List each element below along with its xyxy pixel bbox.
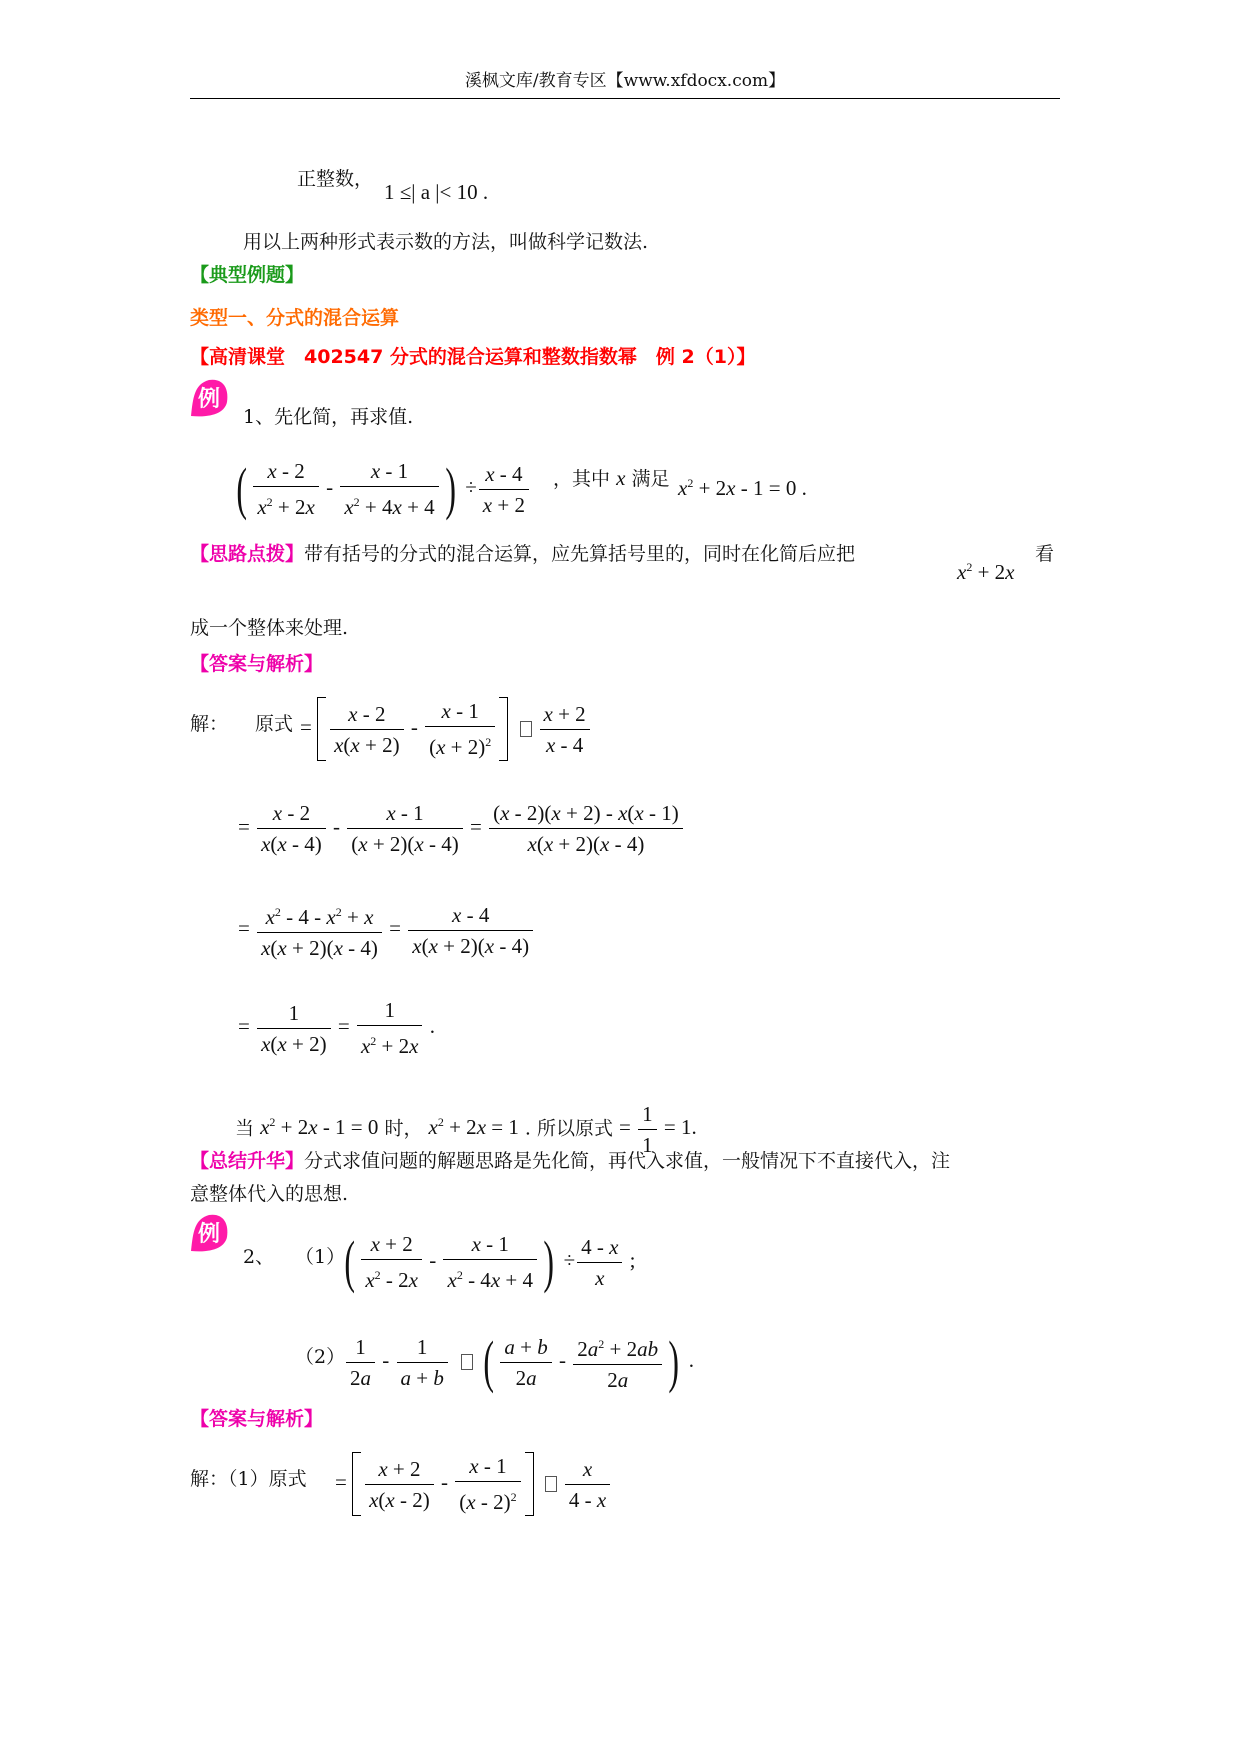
- when-time-label: 时，: [384, 1117, 423, 1140]
- example1-condition: ，其中 x 满足: [553, 466, 670, 490]
- solution-label: 解：: [190, 713, 229, 735]
- answer-heading-2: 【答案与解析】: [190, 1408, 324, 1430]
- summary-line-2: 意整体代入的思想.: [190, 1183, 349, 1205]
- summary-text: 分式求值问题的解题思路是先化简，再代入求值，一般情况下不直接代入，注: [304, 1150, 951, 1172]
- answer-heading-1: 【答案与解析】: [190, 653, 324, 675]
- intro-label: 正整数，: [297, 168, 374, 190]
- typical-examples-heading: 【典型例题】: [190, 264, 305, 286]
- hint-tail: 看: [1035, 543, 1055, 565]
- intro-line-1: [297, 167, 373, 191]
- example1-prompt: 1、先化简，再求值.: [243, 406, 414, 428]
- example-badge-label: 例: [197, 1222, 221, 1247]
- inequality-text: 1 ≤| a |< 10: [384, 180, 478, 204]
- hint-text: 带有括号的分式的混合运算，应先算括号里的，同时在化简后应把: [304, 543, 856, 565]
- example2-part2-expression: $\frac{1}{2a}$ - $\frac{1}{a + b}$ ( $\frac{a + b}{2a}$ - $\frac{2a^2 + 2ab}{2a}$ ) .: [344, 1329, 694, 1395]
- hint-expression: $x^2 + 2x$: [957, 560, 1015, 584]
- hint-line-1: [190, 542, 855, 566]
- example-badge-icon: [187, 376, 231, 420]
- example-badge-label: 例: [197, 387, 221, 412]
- summary-label: 【总结升华】: [190, 1150, 305, 1172]
- intro-inequality: 1 ≤| a |< 10 .: [384, 180, 489, 204]
- intro-line-2: 用以上两种形式表示数的方法，叫做科学记数法.: [243, 231, 649, 253]
- original-label: 原式: [255, 713, 294, 735]
- solution-step-3: = $\frac{x^2 - 4 - x^2 + x}{x(x + 2)(x - 4)}$ = $\frac{x - 4}{x(x + 2)(x - 4)}$: [238, 897, 535, 963]
- page-header: [190, 70, 1060, 99]
- hd-classroom-heading: 【高清课堂 402547 分式的混合运算和整数指数幂 例 2（1）】: [190, 346, 756, 368]
- solution-step-1: = $\frac{x - 2}{x(x + 2)}$ - $\frac{x - 1}{(x + 2)^2}$ $\frac{x + 2}{x - 4}$: [300, 696, 592, 762]
- when-label: 当: [235, 1117, 255, 1140]
- example2-part1-expression: ( $\frac{x + 2}{x^2 - 2x}$ - $\frac{x - 1}{x^2 - 4x + 4}$ ) ÷ $\frac{4 - x}{x}$ ;: [344, 1229, 636, 1294]
- example2-part2-label: （2）: [295, 1346, 346, 1368]
- condition-mid: 满足: [631, 468, 670, 490]
- solution2-expression: = $\frac{x + 2}{x(x - 2)}$ - $\frac{x - 1}{(x - 2)^2}$ $\frac{x}{4 - x}$: [335, 1451, 612, 1517]
- header-text: 溪枫文库/教育专区【www.xfdocx.com】: [464, 71, 786, 91]
- example-badge-icon: [187, 1211, 231, 1255]
- example1-equation: $x^2 + 2x - 1 = 0$ .: [678, 476, 807, 500]
- condition-prefix: ，其中: [553, 468, 611, 490]
- example1-expression: ( $\frac{x - 2}{x^2 + 2x}$ - $\frac{x - 1}{x^2 + 4x + 4}$ ) ÷ $\frac{x - 4}{x + 2}$: [232, 456, 531, 522]
- example2-number: 2、: [243, 1246, 275, 1268]
- hint-line-2: 成一个整体来处理.: [190, 617, 349, 639]
- example2-part1-label: （1）: [295, 1246, 346, 1268]
- hint-label: 【思路点拨】: [190, 543, 305, 565]
- type-one-heading: 类型一、分式的混合运算: [190, 307, 400, 329]
- solution2-label: 解：（1）原式: [190, 1468, 307, 1490]
- substitution-line: 当 $x^2 + 2x - 1 = 0$ 时， $x^2 + 2x = 1$ . 所以原式 = $\frac{1}{1}$ = 1.: [235, 1099, 697, 1160]
- solution-step-2: = $\frac{x - 2}{x(x - 4)}$ - $\frac{x - 1}{(x + 2)(x - 4)}$ = $\frac{(x - 2)(x + 2) - x(x - 1)}{x(x + 2)(x - 4)}$: [238, 798, 685, 859]
- so-label: . 所以原式: [524, 1117, 613, 1140]
- solution-step-4: = $\frac{1}{x(x + 2)}$ = $\frac{1}{x^2 + 2x}$ .: [238, 995, 435, 1061]
- summary-line-1: [190, 1149, 950, 1173]
